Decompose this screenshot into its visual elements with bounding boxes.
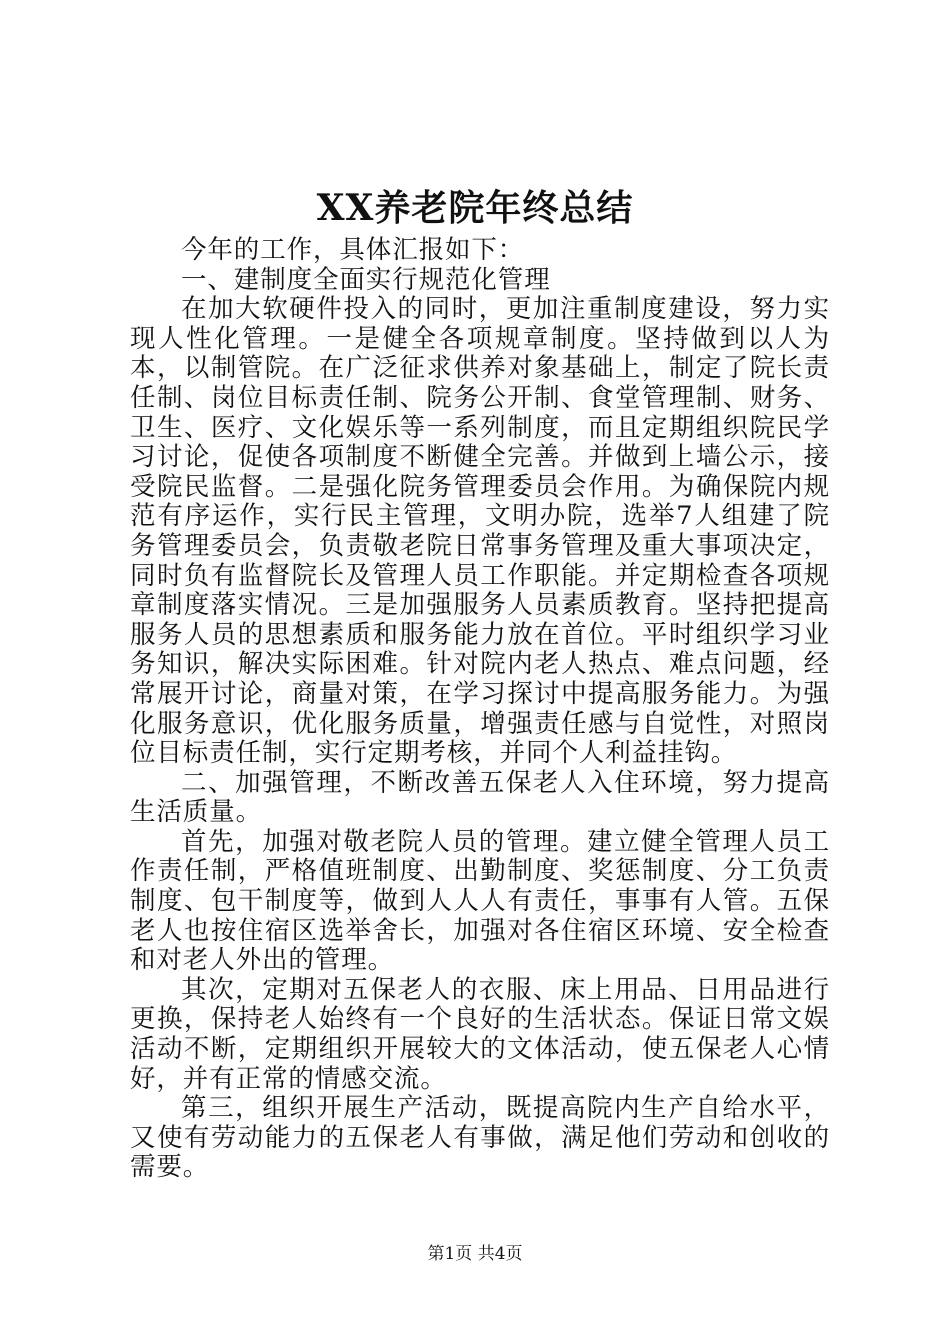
paragraph-third: 第三，组织开展生产活动，既提高院内生产自给水平，又使有劳动能力的五保老人有事做，满足他们劳动和创收的需要。 (130, 1093, 830, 1183)
document-title: XX养老院年终总结 (316, 187, 634, 229)
section-heading-1: 一、建制度全面实行规范化管理 (181, 264, 551, 295)
paragraph-first: 首先，加强对敬老院人员的管理。建立健全管理人员工作责任制，严格值班制度、出勤制度、奖惩制度、分工负责制度、包干制度等，做到人人人有责任，事事有人管。五保老人也按住宿区选举舍长，加强对各住宿区环境、安全检查和对老人外出的管理。 (130, 826, 830, 976)
paragraph-section-1: 在加大软硬件投入的同时，更加注重制度建设，努力实现人性化管理。一是健全各项规章制度。坚持做到以人为本，以制管院。在广泛征求供养对象基础上，制定了院长责任制、岗位目标责任制、院务公开制、食堂管理制、财务、卫生、医疗、文化娱乐等一系列制度，而且定期组织院民学习讨论，促使各项制度不断健全完善。并做到上墙公示，接受院民监督。二是强化院务管理委员会作用。为确保院内规范有序运作，实行民主管理，文明办院，选举7人组建了院务管理委员会，负责敬老院日常事务管理及重大事项决定，同时负有监督院长及管理人员工作职能。并定期检查各项规章制度落实情况。三是加强服务人员素质教育。坚持把提高服务人员的思想素质和服务能力放在首位。平时组织学习业务知识，解决实际困难。针对院内老人热点、难点问题，经常展开讨论，商量对策，在学习探讨中提高服务能力。为强化服务意识，优化服务质量，增强责任感与自觉性，对照岗位目标责任制，实行定期考核，并同个人利益挂钩。 (130, 294, 830, 769)
section-heading-2: 二、加强管理，不断改善五保老人入住环境，努力提高生活质量。 (130, 767, 830, 828)
paragraph-intro: 今年的工作，具体汇报如下： (181, 235, 525, 265)
document-body (130, 236, 830, 1183)
paragraph-second: 其次，定期对五保老人的衣服、床上用品、日用品进行更换，保持老人始终有一个良好的生活状态。保证日常文娱活动不断，定期组织开展较大的文体活动，使五保老人心情好，并有正常的情感交流。 (130, 974, 830, 1094)
page-number-footer: 第1页 共4页 (427, 1244, 523, 1264)
